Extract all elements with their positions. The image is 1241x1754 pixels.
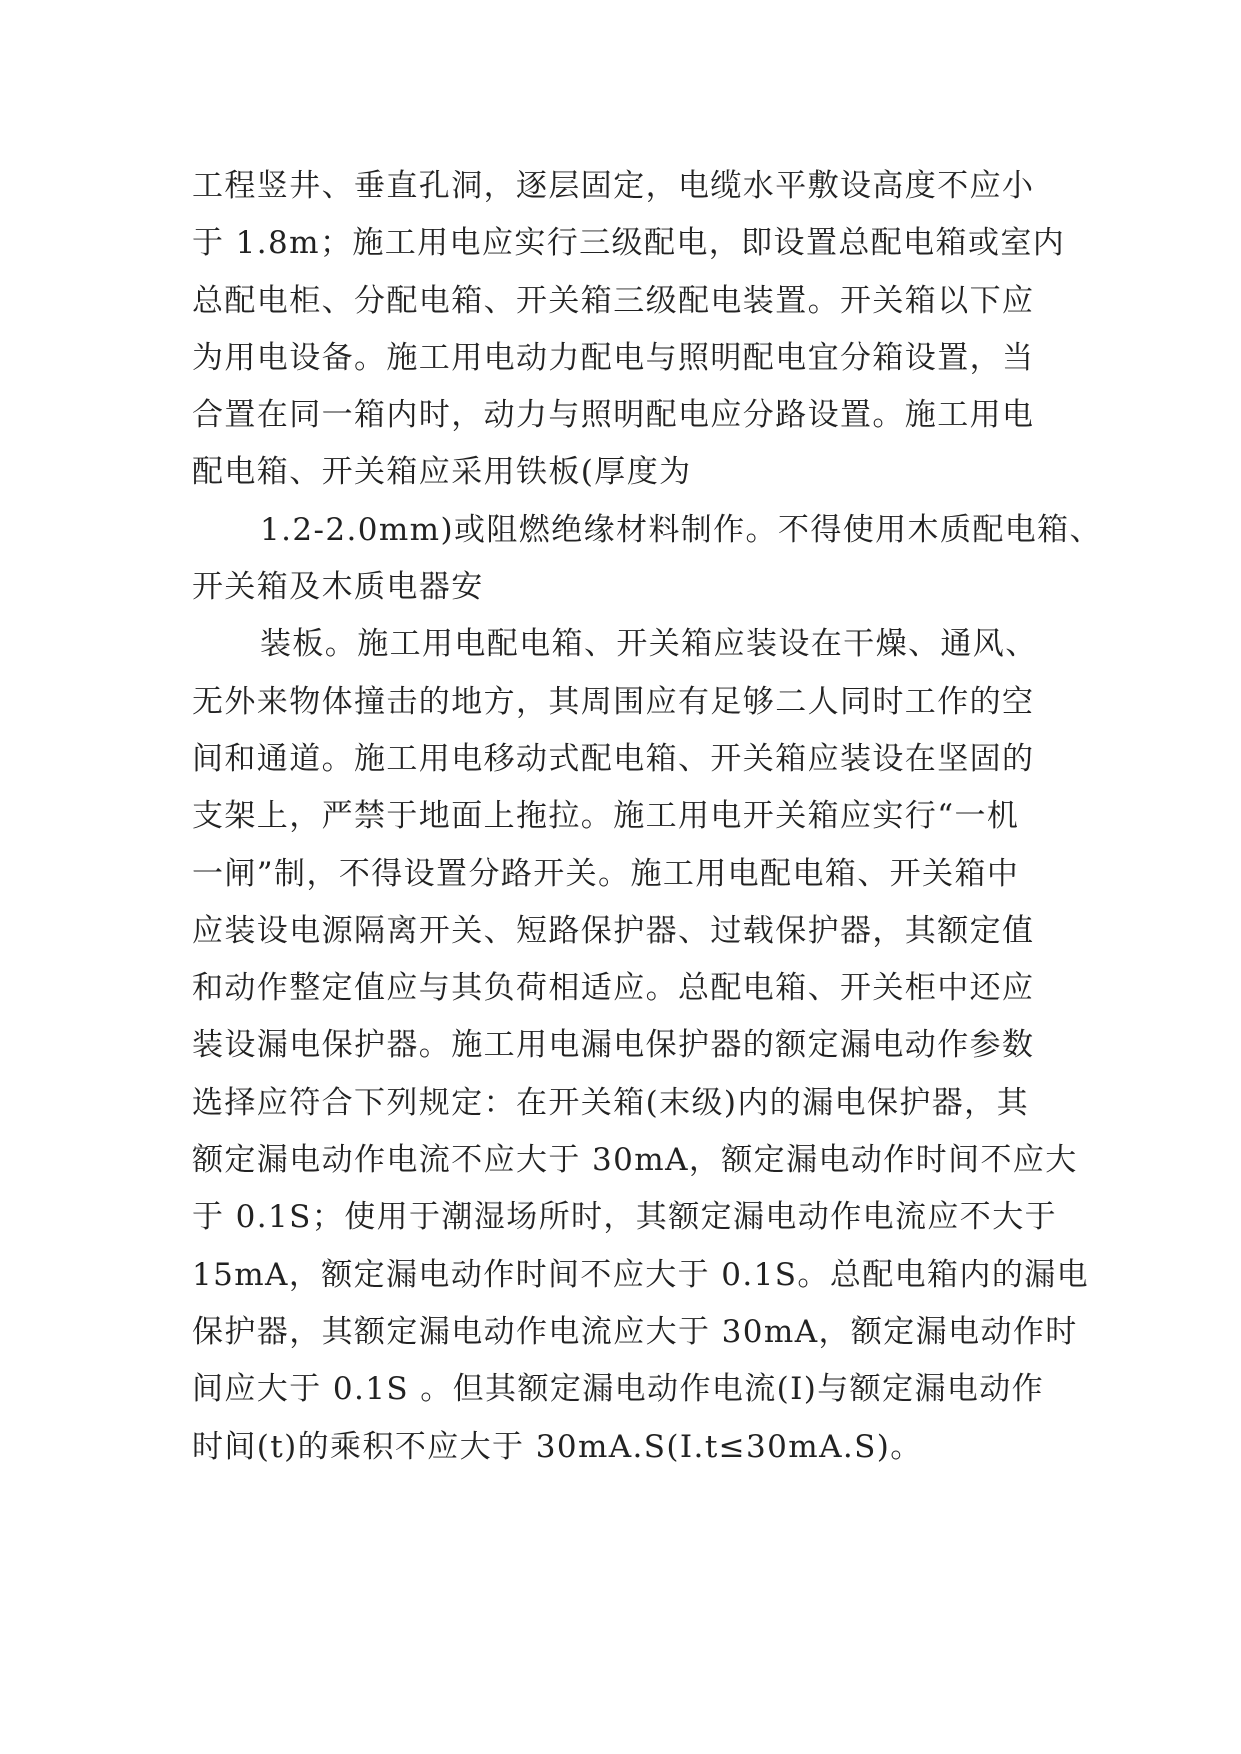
- text-line: 15mA，额定漏电动作时间不应大于 0.1S。总配电箱内的漏电: [192, 1256, 1090, 1293]
- text-line: 配电箱、开关箱应采用铁板(厚度为: [192, 454, 692, 491]
- text-line: 和动作整定值应与其负荷相适应。总配电箱、开关柜中还应: [192, 970, 1035, 1007]
- text-line: 支架上，严禁于地面上拖拉。施工用电开关箱应实行“一机: [192, 798, 1020, 835]
- text-line: 总配电柜、分配电箱、开关箱三级配电装置。开关箱以下应: [192, 282, 1035, 319]
- text-line: 开关箱及木质电器安: [192, 569, 484, 606]
- text-line: 时间(t)的乘积不应大于 30mA.S(I.t≤30mA.S)。: [192, 1428, 923, 1465]
- text-line: 无外来物体撞击的地方，其周围应有足够二人同时工作的空: [192, 683, 1035, 720]
- text-line: 装设漏电保护器。施工用电漏电保护器的额定漏电动作参数: [192, 1027, 1035, 1064]
- text-line: 1.2-2.0mm)或阻燃绝缘材料制作。不得使用木质配电箱、: [260, 511, 1102, 548]
- text-line: 于 1.8m；施工用电应实行三级配电，即设置总配电箱或室内: [192, 225, 1066, 262]
- text-line: 应装设电源隔离开关、短路保护器、过载保护器，其额定值: [192, 912, 1035, 949]
- text-line: 装板。施工用电配电箱、开关箱应装设在干燥、通风、: [260, 626, 1038, 663]
- text-line: 一闸”制，不得设置分路开关。施工用电配电箱、开关箱中: [192, 855, 1020, 892]
- body-text: [192, 158, 1102, 1476]
- text-line: 额定漏电动作电流不应大于 30mA，额定漏电动作时间不应大: [192, 1142, 1078, 1179]
- text-line: 间和通道。施工用电移动式配电箱、开关箱应装设在坚固的: [192, 740, 1035, 777]
- text-line: 为用电设备。施工用电动力配电与照明配电宜分箱设置，当: [192, 339, 1035, 376]
- text-line: 合置在同一箱内时，动力与照明配电应分路设置。施工用电: [192, 397, 1035, 434]
- text-line: 间应大于 0.1S 。但其额定漏电动作电流(I)与额定漏电动作: [192, 1371, 1045, 1408]
- text-line: 选择应符合下列规定：在开关箱(末级)内的漏电保护器，其: [192, 1084, 1029, 1121]
- text-line: 保护器，其额定漏电动作电流应大于 30mA，额定漏电动作时: [192, 1313, 1078, 1350]
- text-line: 于 0.1S；使用于潮湿场所时，其额定漏电动作电流应不大于: [192, 1199, 1057, 1236]
- text-line: 工程竖井、垂直孔洞，逐层固定，电缆水平敷设高度不应小: [192, 168, 1035, 204]
